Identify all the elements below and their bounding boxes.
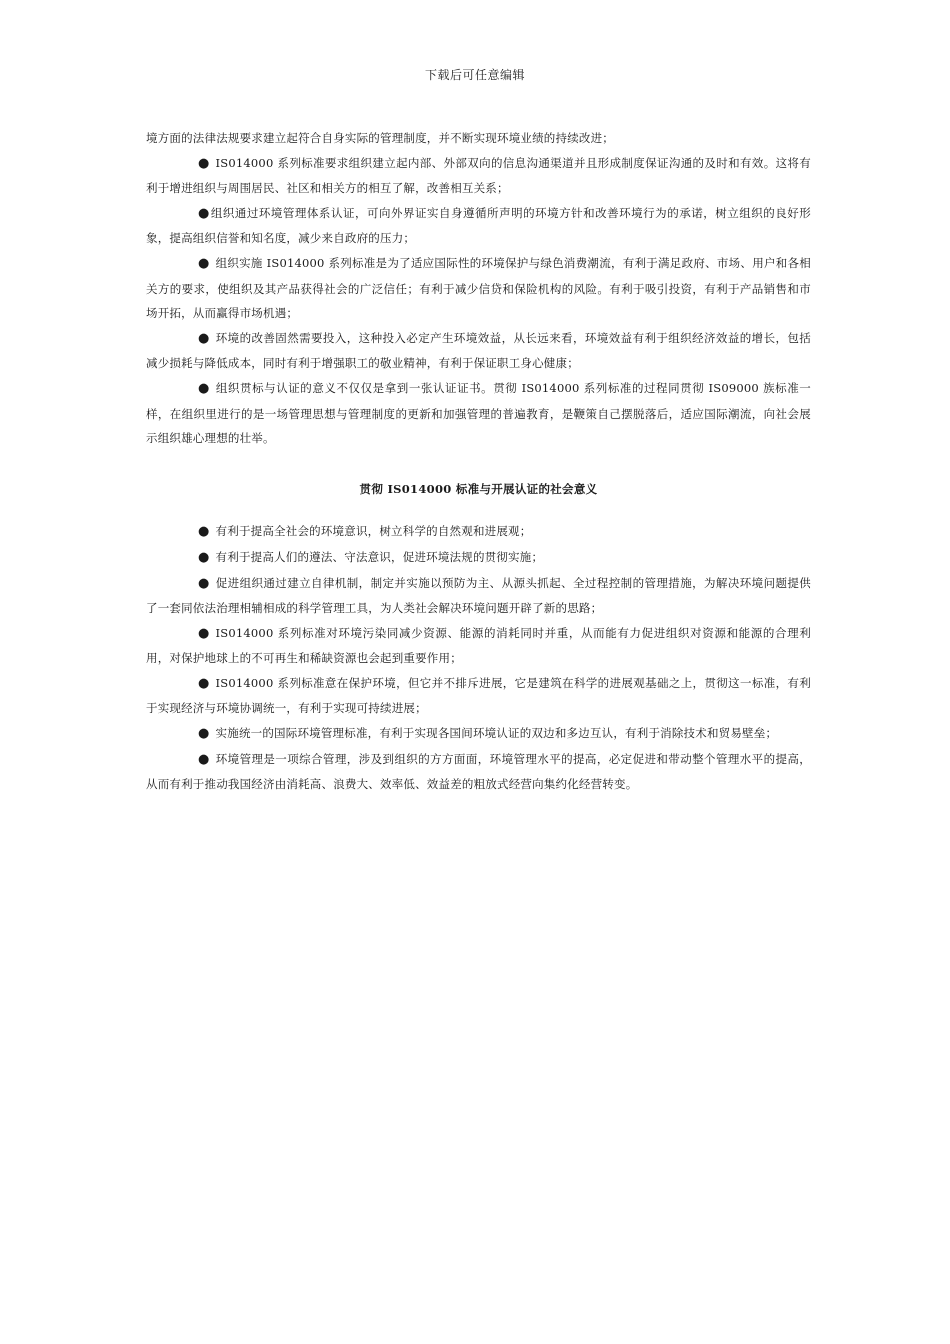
bullet-icon: ● (198, 575, 210, 591)
document-body (146, 126, 811, 797)
list-item-text: IS014000 系列标准要求组织建立起内部、外部双向的信息沟通渠道并且形成制度保证沟通的及时和有效。这将有利于增进组织与周围居民、社区和相关方的相互了解，改善相互关系； (146, 155, 811, 196)
list-item-text: 组织通过环境管理体系认证，可向外界证实自身遵循所声明的环境方针和改善环境行为的承诺，树立组织的良好形象，提高组织信誉和知名度，减少来自政府的压力； (146, 205, 811, 246)
bullet-icon: ● (198, 155, 210, 171)
intro-continuation: 境方面的法律法规要求建立起符合自身实际的管理制度，并不断实现环境业绩的持续改进； (146, 131, 614, 145)
list-item (146, 747, 811, 797)
benefits-list (146, 151, 811, 451)
list-item (146, 201, 811, 251)
list-item-text: 组织实施 IS014000 系列标准是为了适应国际性的环境保护与绿色消费潮流，有利于满足政府、市场、用户和各相关方的要求，使组织及其产品获得社会的广泛信任；有利于减少信贷和保险机构的风险。有利于吸引投资，有利于产品销售和市场开拓，从而赢得市场机遇； (146, 255, 811, 321)
list-item (146, 671, 811, 721)
bullet-icon: ● (198, 524, 210, 540)
bullet-icon: ● (198, 625, 210, 641)
list-item-text: IS014000 系列标准对环境污染同减少资源、能源的消耗同时并重，从而能有力促进组织对资源和能源的合理利用，对保护地球上的不可再生和稀缺资源也会起到重要作用； (146, 625, 811, 666)
bullet-icon: ● (198, 330, 210, 346)
list-item (146, 376, 811, 451)
list-item-text: 环境的改善固然需要投入，这种投入必定产生环境效益，从长远来看，环境效益有利于组织经济效益的增长，包括减少损耗与降低成本，同时有利于增强职工的敬业精神，有利于保证职工身心健康； (146, 330, 811, 371)
page-header: 下载后可任意编辑 (424, 68, 525, 82)
list-item-text: 有利于提高全社会的环境意识，树立科学的自然观和进展观； (215, 524, 532, 539)
bullet-icon: ● (198, 675, 210, 691)
bullet-icon: ● (198, 751, 210, 767)
social-significance-list (146, 519, 811, 797)
list-item-text: IS014000 系列标准意在保护环境，但它并不排斥进展，它是建筑在科学的进展观基础之上，贯彻这一标准，有利于实现经济与环境协调统一，有利于实现可持续进展； (146, 675, 811, 716)
list-item-text: 促进组织通过建立自律机制，制定并实施以预防为主、从源头抓起、全过程控制的管理措施，为解决环境问题提供了一套同依法治理相辅相成的科学管理工具，为人类社会解决环境问题开辟了新的思路； (146, 575, 811, 616)
bullet-icon: ● (198, 380, 210, 396)
list-item (146, 545, 811, 571)
bullet-icon: ● (198, 205, 210, 221)
list-item (146, 621, 811, 671)
list-item (146, 151, 811, 201)
list-item (146, 326, 811, 376)
list-item (146, 519, 811, 545)
list-item-text: 组织贯标与认证的意义不仅仅是拿到一张认证证书。贯彻 IS014000 系列标准的过程同贯彻 IS09000 族标准一样，在组织里进行的是一场管理思想与管理制度的更新和加强管理的普遍教育，是鞭策自己摆脱落后，适应国际潮流，向社会展示组织雄心理想的壮举。 (146, 380, 811, 446)
list-item (146, 721, 811, 747)
section-heading: 贯彻 IS014000 标准与开展认证的社会意义 (359, 481, 598, 496)
list-item (146, 251, 811, 326)
list-item-text: 环境管理是一项综合管理，涉及到组织的方方面面，环境管理水平的提高，必定促进和带动整个管理水平的提高，从而有利于推动我国经济由消耗高、浪费大、效率低、效益差的粗放式经营向集约化经营转变。 (146, 751, 811, 792)
list-item-text: 有利于提高人们的遵法、守法意识，促进环境法规的贯彻实施； (215, 549, 544, 564)
bullet-icon: ● (198, 549, 210, 565)
bullet-icon: ● (198, 255, 210, 271)
list-item-text: 实施统一的国际环境管理标准，有利于实现各国间环境认证的双边和多边互认，有利于消除技术和贸易壁垒； (215, 726, 778, 741)
list-item (146, 571, 811, 621)
bullet-icon: ● (198, 726, 210, 742)
